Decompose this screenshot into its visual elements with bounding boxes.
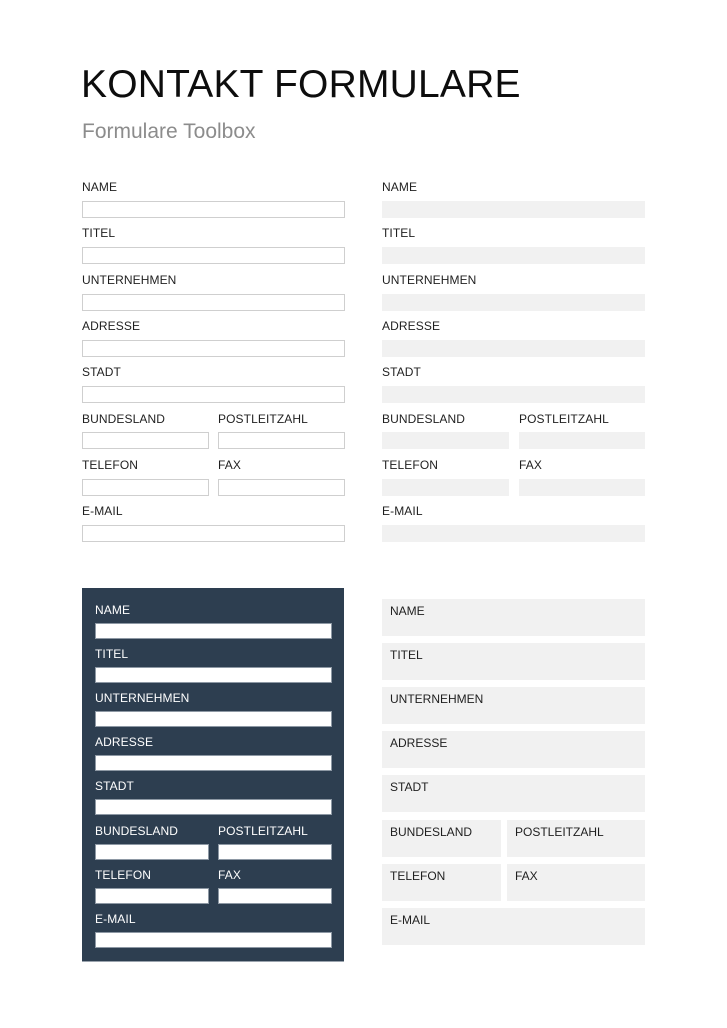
page-title: KONTAKT FORMULARE	[81, 63, 521, 106]
label-postleitzahl: POSTLEITZAHL	[515, 825, 604, 839]
name-input[interactable]	[382, 201, 645, 218]
label-unternehmen: UNTERNEHMEN	[82, 273, 177, 287]
fax-input[interactable]	[519, 479, 645, 496]
telefon-input[interactable]	[95, 888, 209, 904]
label-adresse: ADRESSE	[95, 735, 154, 749]
titel-cell[interactable]	[382, 643, 645, 680]
bundesland-input[interactable]	[95, 844, 209, 860]
bundesland-input[interactable]	[382, 432, 509, 449]
label-postleitzahl: POSTLEITZAHL	[519, 412, 609, 426]
telefon-cell[interactable]	[382, 864, 501, 901]
label-unternehmen: UNTERNEHMEN	[390, 692, 484, 706]
postleitzahl-input[interactable]	[218, 844, 332, 860]
label-fax: FAX	[218, 868, 241, 882]
label-name: NAME	[382, 180, 418, 194]
label-fax: FAX	[218, 458, 241, 472]
name-cell[interactable]	[382, 599, 645, 636]
label-name: NAME	[82, 180, 118, 194]
stadt-input[interactable]	[82, 386, 345, 403]
bundesland-input[interactable]	[82, 432, 209, 449]
label-adresse: ADRESSE	[390, 736, 448, 750]
label-stadt: STADT	[390, 780, 429, 794]
label-bundesland: BUNDESLAND	[82, 412, 166, 426]
postleitzahl-input[interactable]	[519, 432, 645, 449]
email-input[interactable]	[82, 525, 345, 542]
unternehmen-input[interactable]	[82, 294, 345, 311]
label-postleitzahl: POSTLEITZAHL	[218, 824, 308, 838]
telefon-input[interactable]	[382, 479, 509, 496]
label-email: E-MAIL	[82, 504, 123, 518]
stadt-input[interactable]	[95, 799, 332, 815]
titel-input[interactable]	[95, 667, 332, 683]
fax-input[interactable]	[218, 888, 332, 904]
label-titel: TITEL	[390, 648, 423, 662]
label-stadt: STADT	[82, 365, 121, 379]
stadt-cell[interactable]	[382, 775, 645, 812]
label-unternehmen: UNTERNEHMEN	[382, 273, 477, 287]
label-fax: FAX	[519, 458, 542, 472]
label-telefon: TELEFON	[82, 458, 139, 472]
adresse-input[interactable]	[95, 755, 332, 771]
label-titel: TITEL	[82, 226, 116, 240]
label-name: NAME	[390, 604, 425, 618]
label-titel: TITEL	[95, 647, 129, 661]
postleitzahl-cell[interactable]	[507, 820, 645, 857]
label-email: E-MAIL	[95, 912, 136, 926]
label-unternehmen: UNTERNEHMEN	[95, 691, 190, 705]
adresse-cell[interactable]	[382, 731, 645, 768]
name-input[interactable]	[95, 623, 332, 639]
adresse-input[interactable]	[82, 340, 345, 357]
stadt-input[interactable]	[382, 386, 645, 403]
telefon-input[interactable]	[82, 479, 209, 496]
page-subtitle: Formulare Toolbox	[82, 120, 256, 143]
email-input[interactable]	[382, 525, 645, 542]
titel-input[interactable]	[382, 247, 645, 264]
label-telefon: TELEFON	[95, 868, 152, 882]
label-email: E-MAIL	[382, 504, 423, 518]
label-bundesland: BUNDESLAND	[382, 412, 466, 426]
bundesland-cell[interactable]	[382, 820, 501, 857]
fax-input[interactable]	[218, 479, 345, 496]
label-stadt: STADT	[95, 779, 134, 793]
label-telefon: TELEFON	[390, 869, 446, 883]
label-stadt: STADT	[382, 365, 421, 379]
fax-cell[interactable]	[507, 864, 645, 901]
unternehmen-cell[interactable]	[382, 687, 645, 724]
label-adresse: ADRESSE	[82, 319, 141, 333]
label-titel: TITEL	[382, 226, 416, 240]
label-adresse: ADRESSE	[382, 319, 441, 333]
label-email: E-MAIL	[390, 913, 431, 927]
label-postleitzahl: POSTLEITZAHL	[218, 412, 308, 426]
unternehmen-input[interactable]	[95, 711, 332, 727]
label-fax: FAX	[515, 869, 538, 883]
titel-input[interactable]	[82, 247, 345, 264]
label-name: NAME	[95, 603, 131, 617]
label-bundesland: BUNDESLAND	[390, 825, 473, 839]
form-dark-panel	[82, 588, 344, 962]
name-input[interactable]	[82, 201, 345, 218]
email-input[interactable]	[95, 932, 332, 948]
adresse-input[interactable]	[382, 340, 645, 357]
postleitzahl-input[interactable]	[218, 432, 345, 449]
unternehmen-input[interactable]	[382, 294, 645, 311]
email-cell[interactable]	[382, 908, 645, 945]
label-telefon: TELEFON	[382, 458, 439, 472]
label-bundesland: BUNDESLAND	[95, 824, 179, 838]
